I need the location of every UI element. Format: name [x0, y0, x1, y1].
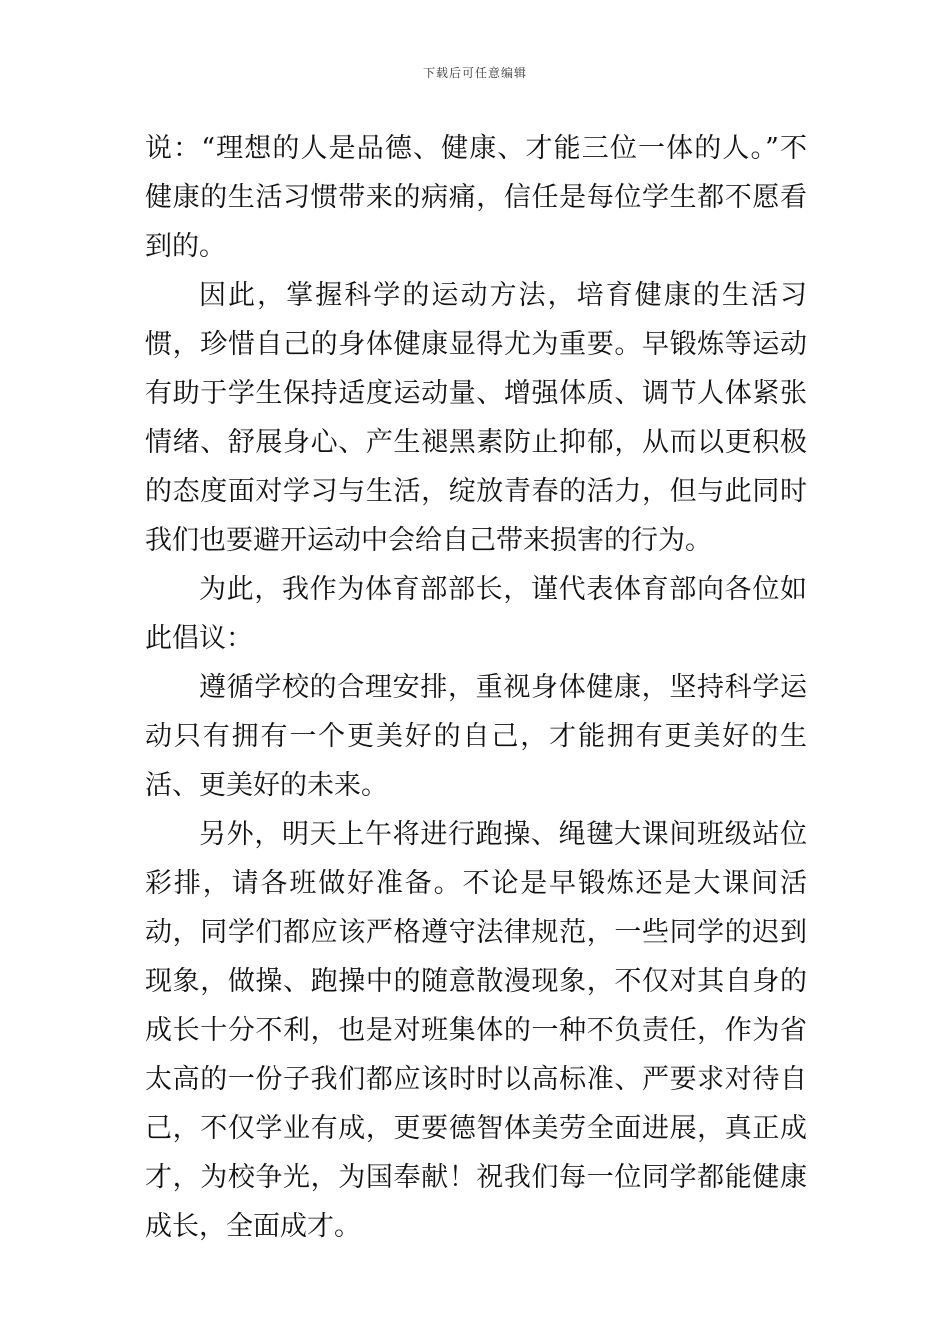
- paragraph-3: 为此，我作为体育部部长，谨代表体育部向各位如此倡议：: [145, 574, 807, 654]
- paragraph-5: 另外，明天上午将进行跑操、绳毽大课间班级站位彩排，请各班做好准备。不论是早锻炼还是大课间活动，同学们都应该严格遵守法律规范，一些同学的迟到现象，做操、跑操中的随意散漫现象，不仅对其自身的成长十分不利，也是对班集体的一种不负责任，作为省太高的一份子我们都应该时时以高标准、严要求对待自己，不仅学业有成，更要德智体美劳全面进展，真正成才，为校争光，为国奉献！祝我们每一位同学都能健康成长，全面成才。: [145, 819, 807, 1242]
- document-body: [145, 124, 807, 1251]
- paragraph-2: 因此，掌握科学的运动方法，培育健康的生活习惯，珍惜自己的身体健康显得尤为重要。早锻炼等运动有助于学生保持适度运动量、增强体质、调节人体紧张情绪、舒展身心、产生褪黑素防止抑郁，从而以更积极的态度面对学习与生活，绽放青春的活力，但与此同时我们也要避开运动中会给自己带来损害的行为。: [145, 280, 807, 556]
- page-header-note: 下载后可任意编辑: [422, 66, 527, 80]
- paragraph-1: 说：“理想的人是品德、健康、才能三位一体的人。”不健康的生活习惯带来的病痛，信任是每位学生都不愿看到的。: [145, 133, 807, 262]
- paragraph-4: 遵循学校的合理安排，重视身体健康，坚持科学运动只有拥有一个更美好的自己，才能拥有更美好的生活、更美好的未来。: [145, 672, 807, 801]
